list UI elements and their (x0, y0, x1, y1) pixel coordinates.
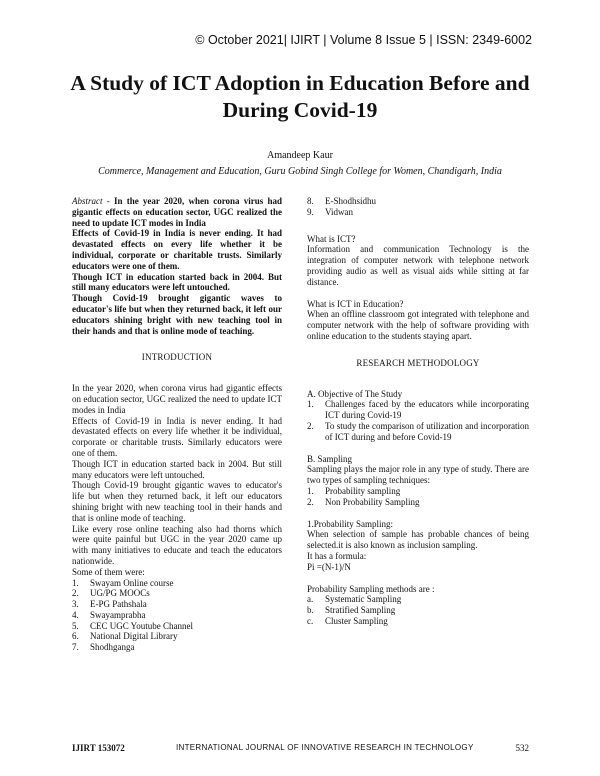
list-item: a. Systematic Sampling (307, 594, 402, 605)
what-is-ict-text: Information and communication Technology is the integration of computer network with telephone network providing audio as well as visual aids while sitting at far distance. (307, 244, 529, 287)
intro-paragraph: Like every rose online teaching also had thorns which were quite painful but UGC in the year 2020 came up with many initiatives to educate and teach the educators nationwide. (72, 523, 282, 566)
abstract (72, 196, 282, 336)
list-item: 6. National Digital Library (72, 631, 178, 642)
objectives-list (307, 399, 529, 442)
right-column (307, 196, 529, 627)
intro-paragraph: In the year 2020, when corona virus had gigantic effects on education sector, UGC realized the need to update ICT modes in India (72, 383, 282, 415)
list-item: 5. CEC UGC Youtube Channel (72, 620, 194, 631)
list-item: 2. UG/PG MOOCs (72, 588, 150, 599)
what-is-ict-heading: What is ICT? (307, 233, 356, 244)
formula: Pi =(N-1)/N (307, 561, 351, 572)
list-item: 3. E-PG Pathshala (72, 599, 147, 610)
list-item: b. Stratified Sampling (307, 605, 396, 616)
ict-in-education-text: When an offline classroom got integrated with telephone and computer network with the help of software providing with online education to the students staying apart. (307, 309, 529, 341)
author-affiliation: Commerce, Management and Education, Guru Gobind Singh College for Women, Chandigarh, India (98, 166, 502, 177)
sampling-methods-intro: Probability Sampling methods are : (307, 583, 435, 594)
probability-sampling-text: When selection of sample has probable chances of being selected.it is also known as inclusion sampling. (307, 529, 529, 551)
abstract-paragraph: Though ICT in education started back in 2004. But still many educators were left untouched. (72, 271, 282, 293)
intro-paragraph: Though ICT in education started back in 2004. But still many educators were left untouched. (72, 458, 282, 480)
list-item: 8. E-Shodhsidhu (307, 196, 377, 206)
probability-sampling-heading: 1.Probability Sampling: (307, 518, 394, 529)
list-item: 2. To study the comparison of utilization and incorporation of ICT during and before Covid-19 (307, 420, 529, 442)
list-item: 1. Probability sampling (307, 485, 401, 496)
intro-paragraph: Some of them were: (72, 566, 145, 577)
research-methodology-heading: RESEARCH METHODOLOGY (356, 357, 480, 368)
paper-id: IJIRT 153072 (72, 743, 125, 753)
sampling-types-list (307, 486, 529, 508)
list-item: 2. Non Probability Sampling (307, 496, 420, 507)
page-footer (72, 743, 529, 757)
list-item: 1. Challenges faced by the educators while incorporating ICT during Covid-19 (307, 399, 529, 421)
list-item: 4. Swayamprabha (72, 609, 146, 620)
objective-heading: A. Objective of The Study (307, 388, 403, 399)
abstract-paragraph: Effects of Covid-19 in India is never ending. It had devastated effects on every life whether it be individual, corporate or charitable trusts. Similarly educators were one of them. (72, 228, 282, 271)
author-name: Amandeep Kaur (267, 150, 333, 161)
intro-paragraph: Though Covid-19 brought gigantic waves to educator's life but when they returned back, it left our educators shining bright with new teaching tool in their hands and that is online mode of teaching. (72, 480, 282, 523)
abstract-paragraph: Though Covid-19 brought gigantic waves to educator's life but when they returned back, it left our educators shining bright with new teaching tool in their hands and that is online mode of teaching. (72, 293, 282, 336)
list-item: c. Cluster Sampling (307, 615, 388, 626)
ict-in-education-heading: What is ICT in Education? (307, 298, 404, 309)
sampling-heading: B. Sampling (307, 453, 353, 464)
initiatives-list (72, 578, 282, 654)
list-item: 7. Shodhganga (72, 642, 135, 653)
list-item: 9. Vidwan (307, 206, 353, 217)
page-number: 532 (515, 743, 529, 753)
paper-title: A Study of ICT Adoption in Education Before and During Covid-19 (70, 71, 530, 122)
sampling-methods-list (307, 594, 529, 626)
journal-name: INTERNATIONAL JOURNAL OF INNOVATIVE RESEARCH IN TECHNOLOGY (176, 743, 474, 752)
abstract-label: Abstract - (72, 196, 110, 206)
introduction-heading: INTRODUCTION (141, 352, 213, 363)
intro-paragraph: Effects of Covid-19 in India is never ending. It had devastated effects on every life whether it be individual, corporate or charitable trusts. Similarly educators were one of them. (72, 415, 282, 458)
left-column (72, 196, 282, 653)
sampling-text: Sampling plays the major role in any type of study. There are two types of sampling techniques: (307, 464, 529, 486)
formula-intro: It has a formula: (307, 550, 367, 561)
abstract-paragraph: Abstract - In the year 2020, when corona virus had gigantic effects on education sector, UGC realized the need to update ICT modes in India (72, 196, 283, 228)
journal-header: © October 2021| IJIRT | Volume 8 Issue 5 | ISSN: 2349-6002 (195, 33, 532, 47)
initiatives-list-continued (307, 196, 529, 218)
list-item: 1. Swayam Online course (72, 577, 174, 588)
